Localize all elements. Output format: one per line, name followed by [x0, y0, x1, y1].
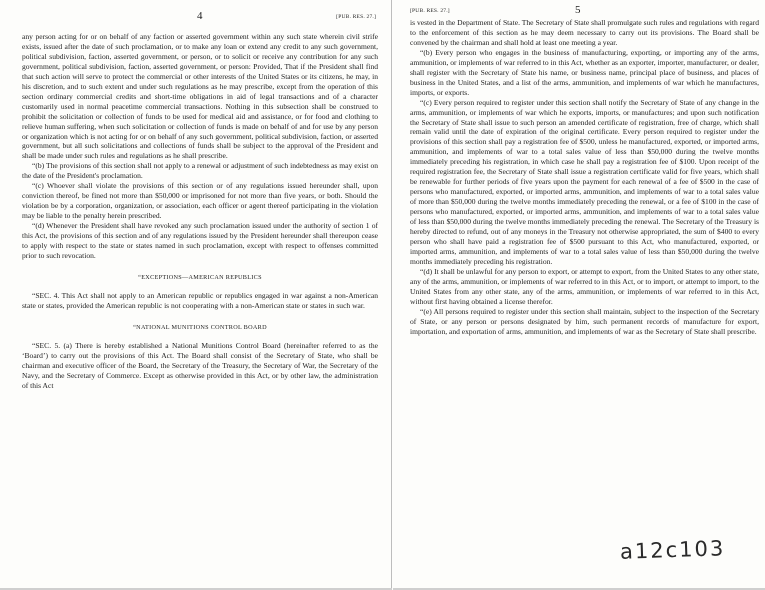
paragraph: “SEC. 5. (a) There is hereby established a National Munitions Control Board (hereinafter referred to as the ‘Board’) to carry out the provisions of this Act. The Board shall consist of the Secretary of State, who shall be chairman and executive officer of the Board, the Secretary of the Treasury, the Secretary of War, the Secretary of the Navy, and the Secretary of Commerce. Except as otherwise provided in this Act, or by other law, the administration of this Act: [22, 340, 378, 390]
paragraph: “(d) Whenever the President shall have revoked any such proclamation issued under the authority of section 1 of this Act, the provisions of this section and of any regulations issued by the President hereunder shall thereupon cease to apply with respect to the state or states named in such proclamation, except with respect to offenses committed prior to such revocation.: [22, 221, 378, 260]
left-page-header: [22, 12, 378, 26]
left-page-number: 4: [197, 10, 203, 22]
handwritten-annotation: a12c103: [619, 536, 726, 564]
section-heading: “EXCEPTIONS—AMERICAN REPUBLICS: [138, 273, 262, 281]
right-page: [392, 0, 765, 590]
paragraph: “SEC. 4. This Act shall not apply to an American republic or republics engaged in war against a non-American state or states, provided the American republic is not cooperating with a non-American state or states in such war.: [22, 290, 378, 310]
paragraph: “(d) It shall be unlawful for any person to export, or attempt to export, from the United States to any other state, any of the arms, ammunition, or implements of war referred to in this Act, or to import, or attempt to import, to the United States from any other state, any of the arms, ammunition, or implements of war referred to in this Act, without first having obtained a license therefor.: [410, 266, 759, 306]
paragraph: “(e) All persons required to register under this section shall maintain, subject to the inspection of the Secretary of State, or any person or persons designated by him, such permanent records of manufacture for export, importation, and exportation of arms, ammunition, and implements of war as the Secretary of State shall prescribe.: [410, 306, 759, 336]
right-page-number: 5: [575, 4, 581, 16]
right-running-head: [PUB. RES. 27.]: [410, 8, 450, 14]
left-running-head: [PUB. RES. 27.]: [336, 14, 376, 20]
paragraph: “(b) The provisions of this section shall not apply to a renewal or adjustment of such indebtedness as may exist on the date of the President's proclamation.: [22, 161, 378, 181]
paragraph: “(b) Every person who engages in the business of manufacturing, exporting, or importing any of the arms, ammunition, or implements of war referred to in this Act, whether as an exporter, importer, manufacturer, or dealer, shall register with the Secretary of State his name, or business name, principal place of business, and places of business in the United States, and a list of the arms, ammunition, and implements of war which he manufactures, imports, or exports.: [410, 47, 759, 97]
paragraph: “(c) Every person required to register under this section shall notify the Secretary of State of any change in the arms, ammunition, or implements of war which he exports, imports, or manufactures; and upon such notification the Secretary of State shall issue to such person an amended certificate of registration, free of charge, which shall remain valid until the date of expiration of the original certificate. Every person required to register under the provisions of this section shall pay a registration fee of $500, unless he manufactured, exported, or imported arms, ammunition, and implements of war to a total sales value of less than $50,000 during the twelve months immediately preceding his registration, in which case he shall pay a registration fee of $100. Upon receipt of the required registration fee, the Secretary of State shall issue a registration certificate valid for five years, which shall be renewable for further periods of five years upon the payment for each renewal of a fee of $500 in the case of persons who manufactured, exported, or imported arms, ammunition, and implements of war to a total sales value of more than $50,000 during the twelve months immediately preceding the renewal, or a fee of $100 in the case of persons who manufactured, exported, or imported arms, ammunition, and implements of war to a total sales value of less than $50,000 during the twelve months immediately preceding the renewal. The Secretary of the Treasury is hereby directed to refund, out of any moneys in the Treasury not otherwise appropriated, the sum of $400 to every person who shall have paid a registration fee of $500 pursuant to this Act, who manufactured, exported, or imported arms, ammunition, and implements of war to a total sales value of less than $50,000 during the twelve months immediately preceding his registration.: [410, 97, 759, 266]
section-heading: “NATIONAL MUNITIONS CONTROL BOARD: [133, 323, 267, 331]
right-page-body: [410, 18, 759, 337]
right-page-header: [410, 6, 759, 20]
paragraph: is vested in the Department of State. The Secretary of State shall promulgate such rules and regulations with regard to the enforcement of this section as he may deem necessary to carry out its provisions. The Board shall be convened by the chairman and shall hold at least one meeting a year.: [410, 18, 759, 47]
paragraph: “(c) Whoever shall violate the provisions of this section or of any regulations issued hereunder shall, upon conviction thereof, be fined not more than $50,000 or imprisoned for not more than five years, or both. Should the violation be by a corporation, organization, or association, each officer or agent thereof participating in the violation may be liable to the penalty herein prescribed.: [22, 181, 378, 221]
left-page-body: [22, 32, 378, 391]
paragraph: any person acting for or on behalf of any faction or asserted government within any such state wherein civil strife exists, issued after the date of such proclamation, or to make any loan or extend any credit to any such government, political subdivision, faction, asserted government, or person, or to solicit or receive any contribution for any such government, political subdivision, faction, asserted government, or person: Provided, That if the President shall find that such action will serve to protect the commercial or other interests of the United States or its citizens, he may, in his discretion, and to such extent and under such regulations as he may prescribe, except from the operation of this section ordinary commercial credits and short-time obligations in aid of legal transactions and of a character customarily used in normal peacetime commercial transactions. Nothing in this subsection shall be construed to prohibit the solicitation or collection of funds to be used for medical aid and assistance, or for food and clothing to relieve human suffering, when such solicitation or collection of funds is made on behalf of and for use by any person or organization which is not acting for or on behalf of any such government, political subdivision, faction, or asserted government, but all such solicitations and collections of funds shall be subject to the approval of the President and shall be made under such rules and regulations as he shall prescribe.: [22, 32, 378, 161]
